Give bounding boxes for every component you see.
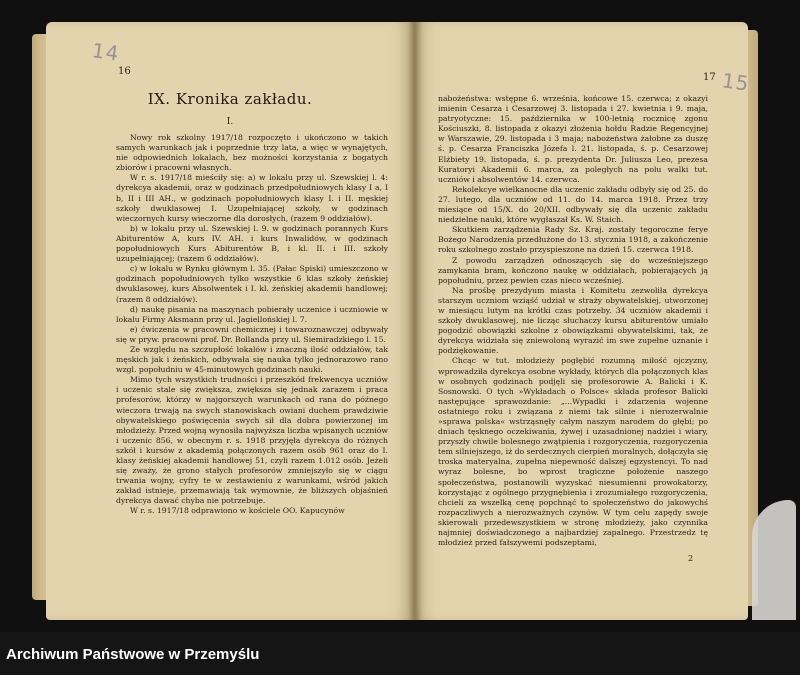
page-clip [752,500,796,620]
paragraph: b) w lokalu przy ul. Szewskiej l. 9. w godzinach porannych Kurs Abiturentów A, kurs IV. AH. i kurs Inwalidów, w godzinach popołudniowych Kurs Abiturentów B, i kl. II. i III. szkoły uzupełniającej; (razem 6 oddziałów). [116,223,388,264]
signature-mark: 2 [688,554,694,563]
paragraph: d) naukę pisania na maszynach pobierały uczenice i uczniowie w lokalu Firmy Aksmann przy ul. Jagiellońskiej l. 7. [116,304,388,324]
paragraph: Nowy rok szkolny 1917/18 rozpoczęto i ukończono w takich samych warunkach jak i poprzednie trzy lata, a więc w wynajętych, nie odpowiednich lokalach, bez możności korzystania z bogatych zbiorów i pracowni własnych. [116,133,388,173]
paragraph: W r. s. 1917/18 mieściły się: a) w lokalu przy ul. Szewskiej l. 4: dyrekcya akademii, oraz w godzinach przedpołudniowych klasy I a, I b, II i III AH., w godzinach popołudniowych klasy I. i II. męskiej szkoły dwuklasowej I. Uzupełniającej szkoły, w godzinach wieczornych kursy wieczorne dla dorosłych, (razem 9 oddziałów). [116,173,388,223]
left-column-text [116,133,388,517]
paragraph: Skutkiem zarządzenia Rady Sz. Kraj. zostały tegoroczne ferye Bożego Narodzenia przedłużone do 13. stycznia 1918, a zakończenie roku szkolnego zostało przyspieszone na dzień 15. czerwca 1918. [438,225,708,255]
left-page-number: 16 [118,66,131,77]
chapter-heading: IX. Kronika zakładu. [147,90,313,108]
paragraph: W r. s. 1917/18 odprawiono w kościele OO. Kapucynów [130,506,345,516]
paragraph: Chcąc w tut. młodzieży pogłębić rozumną miłość ojczyzny, wprowadziła dyrekcya osobne wykłady, których dla połączonych klas w osobnych godzinach podjęli się profesorowie A. Balicki i K. Sosnowski. O tych »Wykładach o Polsce« składa profesor Balicki następujące sprawozdanie: „...Wypadki i zdarzenia wojenne ostatniego roku i związana z niemi tak silnie i nierozerwalnie »sprawa polska« wstrząsnęły całym naszym narodem do głębi; po dniach tęsknego oczekiwania, żywej i uzasadnionej nadziei i wiary, przyszły chwile bolesnego zwątpienia i rozgoryczenia, rozgoryczenia tem silniejszego, iż do serdecznych cierpień moralnych, dołączyła się troska materyalna, zupełna niepewność dalszej egzystencyi. To nad wyraz bolesne, bo wprost tragiczne położenie naszego społeczeństwa, postanowili wyzyskać niesumienni prowokatorzy, korzystając z ogólnego przygnębienia i zrozumiałego rozgoryczenia, chcieli za wszelką cenę popchnąć to społeczeństwo do jakowychś rozpaczliwych a nierozważnych czynów. W tym celu zapędy swoje skierowali przedewszystkiem w stronę młodzieży, jako czynnika najmniej doświadczonego a najbardziej zapalnego. Przestrzedz tę młodzież przed fałszywemi podszeptami, [438,356,708,548]
paragraph: Rekolekcye wielkanocne dla uczenic zakładu odbyły się od 25. do 27. lutego, dla uczniów od 11. do 14. marca 1918. Przez trzy miesiące od 15/X. do 20/XII. odbywały się dla uczenic zakładu niedzielne nauki, które wygłaszał Ks. W. Staich. [438,184,708,225]
right-column-text [438,94,708,548]
archive-footer [0,632,800,675]
pencil-note-right: 15 [720,68,751,96]
pencil-note-left: 14 [90,38,121,66]
section-number: I. [226,117,234,127]
paragraph: Z powodu zarządzeń odnoszących się do wcześniejszego zamykania bram, kończono naukę w oddziałach, pobierających ją popołudniu, przez pewien czas nieco wcześniej. [438,255,708,285]
archive-name: Archiwum Państwowe w Przemyślu [6,646,260,663]
paragraph: e) ćwiczenia w pracowni chemicznej i towaroznawczej odbywały się w pryw. pracowni prof. Dr. Bollanda przy ul. Siemiradzkiego l. 15. [116,324,388,344]
paragraph: Mimo tych wszystkich trudności i przeszkód frekwencya uczniów i uczenic stale się zwiększa, zwiększa się jednak zarazem i praca profesorów, którzy w najgorszych warunkach od rana do późnego wieczora trwają na swych stanowiskach owiani duchem prawdziwie obywatelskiego poświęcenia swych sił dla dobra powierzonej im młodzieży. Przed wojną wynosiła najwyższa liczba wpisanych uczniów i uczenic 856, w obecnym r. s. 1918 przyjęła dyrekcya do różnych szkół i kursów z akademią połączonych razem osób 961 oraz do I. klasy żeńskiej akademii handlowej 51, czyli razem 1.012 osób. Jeżeli się zważy, że grono stałych profesorów zmniejszyło się w ciągu trwania wojny, cyfry te w zestawieniu z warunkami, wśród jakich zakład istnieje, przemawiają tak wymownie, że bliższych objaśnień dyrekcya dawać chyba nie potrzebuje. [116,375,388,506]
paragraph: c) w lokalu w Rynku głównym l. 35. (Pałac Spiski) umieszczono w godzinach popołudniowych tylko wszystkie 6 klas szkoły żeńskiej dwuklasowej, kurs Absolwentek i I. kl. żeńskiej akademii handlowej; (razem 8 oddziałów). [116,264,388,304]
paragraph: Ze względu na szczupłość lokalów i znaczną ilość oddziałów, tak męskich jak i żeńskich, odbywała się nauka tylko jednorazowo rano wzgl. popołudniu w 45-minutowych godzinach nauki. [116,344,388,375]
paragraph: nabożeństwa: wstępne 6. września, końcowe 15. czerwca; z okazyi imienin Cesarza i Cesarzowej 3. listopada i 27. kwietnia i 9. maja, patryotyczne: 15. października w 100-letnią rocznicę zgonu Kościuszki, 8. listopada z okazyi złożenia hołdu Radzie Regencyjnej w Warszawie, 29. listopada i 3 maja; nabożeństwa żałobne za duszę ś. p. Cesarza Franciszka Józefa l. 21. listopada, ś. p. Cesarzowej Elżbiety 19. listopada, ś. p. prezydenta Dr. Juliusza Leo, prezesa Kuratoryi Akademii 6. marca, za poległych na polu walki tut. uczniów i absolwentów 14. czerwca. [438,94,708,184]
paragraph: Na prośbę prezydyum miasta i Komitetu zezwoliła dyrekcya starszym uczniom wziąść udział w straży obywatelskiej, utworzonej w miesiącu lutym na krótki czas potrzeby. 34 uczniów akademii i szkoły dwuklasowej, nie licząc słuchaczy kursu abiturentów umiało pogodzić obowiązki szkolne z obowiązkami obywatelskimi, tak, że dyrekcya widziała się zniewoloną wyrazić im swe zupełne uznanie i podziękowanie. [438,285,708,356]
right-page-number: 17 [703,72,716,83]
book-gutter [408,22,422,620]
